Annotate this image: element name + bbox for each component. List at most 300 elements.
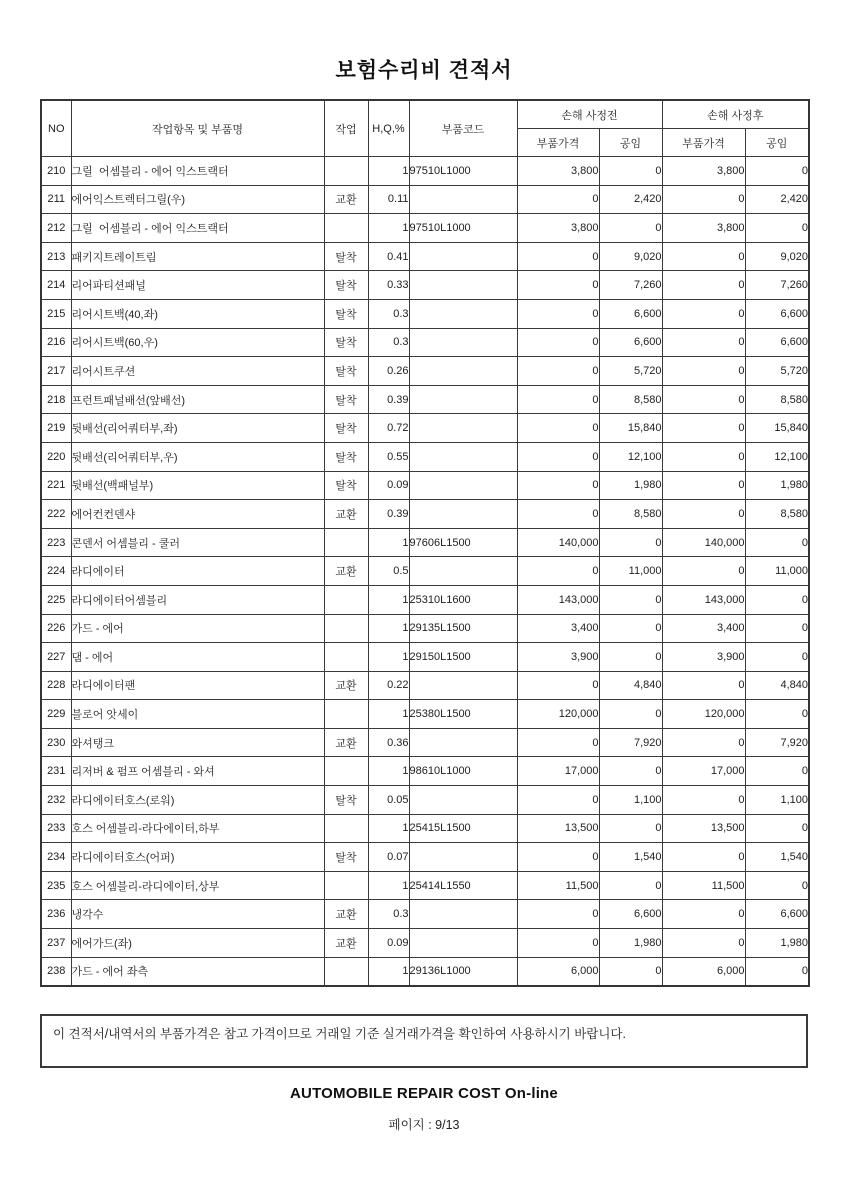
cell-part-code: [409, 328, 517, 357]
cell-item-name: 리어시트백(60,우): [71, 328, 324, 357]
cell-post-part-price: 3,800: [662, 157, 745, 186]
header-post-part-price: 부품가격: [662, 129, 745, 157]
cell-work-type: 교환: [324, 185, 368, 214]
cell-pre-labor: 6,600: [599, 299, 662, 328]
cell-no: 229: [41, 700, 71, 729]
cell-post-part-price: 0: [662, 185, 745, 214]
cell-pre-labor: 0: [599, 871, 662, 900]
cell-pre-part-price: 0: [517, 671, 599, 700]
table-header: [41, 100, 809, 157]
cell-post-part-price: 0: [662, 385, 745, 414]
table-row: [41, 585, 809, 614]
cell-no: 235: [41, 871, 71, 900]
table-row: [41, 728, 809, 757]
cell-part-code: [409, 786, 517, 815]
table-row: [41, 528, 809, 557]
cell-post-part-price: 0: [662, 271, 745, 300]
cell-hq: 1: [368, 643, 409, 672]
table-row: [41, 900, 809, 929]
cell-work-type: 탈착: [324, 414, 368, 443]
cell-post-labor: 4,840: [745, 671, 809, 700]
cell-pre-part-price: 0: [517, 900, 599, 929]
cell-item-name: 라디에이터: [71, 557, 324, 586]
cell-pre-labor: 0: [599, 957, 662, 986]
cell-pre-part-price: 0: [517, 185, 599, 214]
cell-item-name: 뒷배선(백패널부): [71, 471, 324, 500]
cell-no: 231: [41, 757, 71, 786]
cell-post-labor: 0: [745, 871, 809, 900]
notice-text: 이 견적서/내역서의 부품가격은 참고 가격이므로 거래일 기준 실거래가격을 확인하여 사용하시기 바랍니다.: [53, 1027, 626, 1042]
cell-no: 218: [41, 385, 71, 414]
cell-pre-labor: 7,260: [599, 271, 662, 300]
cell-hq: 0.39: [368, 385, 409, 414]
cell-part-code: [409, 385, 517, 414]
table-row: [41, 299, 809, 328]
cell-pre-labor: 15,840: [599, 414, 662, 443]
cell-pre-labor: 8,580: [599, 500, 662, 529]
cell-hq: 1: [368, 871, 409, 900]
cell-hq: 0.72: [368, 414, 409, 443]
cell-part-code: [409, 185, 517, 214]
cell-work-type: 탈착: [324, 843, 368, 872]
cell-pre-part-price: 0: [517, 299, 599, 328]
cell-pre-labor: 0: [599, 700, 662, 729]
cell-part-code: [409, 929, 517, 958]
cell-post-labor: 0: [745, 700, 809, 729]
cell-no: 211: [41, 185, 71, 214]
cell-pre-labor: 0: [599, 157, 662, 186]
cell-part-code: 25310L1600: [409, 585, 517, 614]
table-row: [41, 357, 809, 386]
cell-hq: 0.5: [368, 557, 409, 586]
cell-pre-labor: 8,580: [599, 385, 662, 414]
cell-pre-labor: 1,980: [599, 929, 662, 958]
table-row: [41, 757, 809, 786]
cell-post-part-price: 0: [662, 843, 745, 872]
header-part-code: 부품코드: [409, 100, 517, 157]
cell-no: 236: [41, 900, 71, 929]
cell-hq: 1: [368, 157, 409, 186]
cell-work-type: 탈착: [324, 786, 368, 815]
cell-hq: 1: [368, 214, 409, 243]
cell-part-code: [409, 471, 517, 500]
cell-post-labor: 0: [745, 585, 809, 614]
cell-pre-part-price: 0: [517, 271, 599, 300]
cell-post-labor: 8,580: [745, 385, 809, 414]
cell-hq: 1: [368, 814, 409, 843]
cell-pre-labor: 1,540: [599, 843, 662, 872]
cell-no: 214: [41, 271, 71, 300]
cell-post-part-price: 11,500: [662, 871, 745, 900]
cell-part-code: 25415L1500: [409, 814, 517, 843]
cell-post-labor: 0: [745, 957, 809, 986]
cell-pre-part-price: 3,800: [517, 214, 599, 243]
cell-hq: 0.05: [368, 786, 409, 815]
cell-post-labor: 0: [745, 528, 809, 557]
cell-post-labor: 0: [745, 214, 809, 243]
cell-item-name: 리어시트백(40,좌): [71, 299, 324, 328]
cell-post-labor: 0: [745, 614, 809, 643]
cell-pre-part-price: 0: [517, 786, 599, 815]
cell-pre-part-price: 143,000: [517, 585, 599, 614]
cell-part-code: [409, 271, 517, 300]
cell-item-name: 패키지트레이트림: [71, 242, 324, 271]
cell-part-code: [409, 557, 517, 586]
cell-hq: 0.07: [368, 843, 409, 872]
cell-item-name: 라디에이터어셈블리: [71, 585, 324, 614]
cell-work-type: 탈착: [324, 385, 368, 414]
cell-post-part-price: 120,000: [662, 700, 745, 729]
cell-post-labor: 5,720: [745, 357, 809, 386]
cell-hq: 1: [368, 700, 409, 729]
cell-post-labor: 12,100: [745, 442, 809, 471]
cell-post-part-price: 3,400: [662, 614, 745, 643]
notice-box: [40, 1014, 808, 1068]
table-row: [41, 557, 809, 586]
cell-work-type: 탈착: [324, 471, 368, 500]
cell-hq: 0.55: [368, 442, 409, 471]
table-row: [41, 328, 809, 357]
cell-pre-part-price: 3,400: [517, 614, 599, 643]
cell-post-part-price: 3,900: [662, 643, 745, 672]
cell-work-type: 탈착: [324, 271, 368, 300]
table-row: [41, 185, 809, 214]
header-post-labor: 공임: [745, 129, 809, 157]
cell-item-name: 라디에이터호스(어퍼): [71, 843, 324, 872]
table-row: [41, 843, 809, 872]
cell-hq: 0.33: [368, 271, 409, 300]
cell-no: 213: [41, 242, 71, 271]
cell-item-name: 블로어 앗세이: [71, 700, 324, 729]
cell-pre-part-price: 120,000: [517, 700, 599, 729]
table-row: [41, 385, 809, 414]
table-row: [41, 814, 809, 843]
cell-item-name: 리저버 & 펌프 어셈블리 - 와셔: [71, 757, 324, 786]
cell-pre-labor: 7,920: [599, 728, 662, 757]
cell-post-labor: 6,600: [745, 299, 809, 328]
cell-item-name: 리어파티션패널: [71, 271, 324, 300]
cell-pre-part-price: 0: [517, 442, 599, 471]
cell-part-code: [409, 900, 517, 929]
cell-work-type: [324, 871, 368, 900]
cell-part-code: 97606L1500: [409, 528, 517, 557]
cell-work-type: [324, 700, 368, 729]
cell-part-code: [409, 728, 517, 757]
cell-pre-part-price: 0: [517, 728, 599, 757]
table-row: [41, 500, 809, 529]
cell-post-labor: 0: [745, 157, 809, 186]
cell-hq: 1: [368, 585, 409, 614]
cell-pre-part-price: 0: [517, 843, 599, 872]
cell-hq: 0.09: [368, 929, 409, 958]
cell-work-type: 교환: [324, 728, 368, 757]
cell-work-type: 교환: [324, 929, 368, 958]
cell-pre-part-price: 140,000: [517, 528, 599, 557]
cell-item-name: 가드 - 에어: [71, 614, 324, 643]
header-pre-assessment-group: 손해 사정전: [517, 100, 662, 129]
cell-post-part-price: 0: [662, 328, 745, 357]
cell-post-labor: 11,000: [745, 557, 809, 586]
cell-item-name: 호스 어셈블리-라디에이터,상부: [71, 871, 324, 900]
cell-hq: 0.3: [368, 299, 409, 328]
table-row: [41, 214, 809, 243]
cell-hq: 0.39: [368, 500, 409, 529]
cell-work-type: [324, 643, 368, 672]
cell-no: 224: [41, 557, 71, 586]
table-row: [41, 929, 809, 958]
cell-post-labor: 0: [745, 757, 809, 786]
cell-post-labor: 0: [745, 643, 809, 672]
cell-item-name: 뒷배선(리어쿼터부,우): [71, 442, 324, 471]
cell-pre-labor: 9,020: [599, 242, 662, 271]
cell-pre-part-price: 0: [517, 385, 599, 414]
cell-work-type: 탈착: [324, 299, 368, 328]
cell-pre-part-price: 17,000: [517, 757, 599, 786]
repair-estimate-table: [40, 99, 810, 987]
cell-post-labor: 7,920: [745, 728, 809, 757]
cell-part-code: 29150L1500: [409, 643, 517, 672]
cell-post-part-price: 140,000: [662, 528, 745, 557]
cell-post-part-price: 0: [662, 414, 745, 443]
cell-item-name: 라디에이터호스(로워): [71, 786, 324, 815]
cell-hq: 0.09: [368, 471, 409, 500]
cell-part-code: 25380L1500: [409, 700, 517, 729]
cell-no: 212: [41, 214, 71, 243]
table-row: [41, 157, 809, 186]
cell-no: 233: [41, 814, 71, 843]
cell-no: 221: [41, 471, 71, 500]
page-title: 보험수리비 견적서: [335, 59, 513, 82]
cell-post-part-price: 0: [662, 299, 745, 328]
cell-post-part-price: 0: [662, 442, 745, 471]
cell-post-part-price: 0: [662, 728, 745, 757]
cell-no: 215: [41, 299, 71, 328]
header-hq: H,Q,%: [368, 100, 409, 157]
cell-post-part-price: 143,000: [662, 585, 745, 614]
cell-hq: 0.3: [368, 900, 409, 929]
cell-item-name: 라디에이터팬: [71, 671, 324, 700]
cell-work-type: [324, 585, 368, 614]
cell-no: 234: [41, 843, 71, 872]
cell-pre-labor: 0: [599, 814, 662, 843]
header-no: NO: [41, 100, 71, 157]
cell-pre-labor: 2,420: [599, 185, 662, 214]
cell-no: 232: [41, 786, 71, 815]
cell-pre-labor: 6,600: [599, 328, 662, 357]
cell-part-code: [409, 671, 517, 700]
cell-part-code: 97510L1000: [409, 157, 517, 186]
cell-pre-labor: 0: [599, 528, 662, 557]
cell-no: 237: [41, 929, 71, 958]
table-row: [41, 471, 809, 500]
table-row: [41, 700, 809, 729]
cell-work-type: 탈착: [324, 328, 368, 357]
cell-pre-part-price: 0: [517, 929, 599, 958]
cell-part-code: [409, 357, 517, 386]
table-row: [41, 786, 809, 815]
cell-pre-labor: 1,980: [599, 471, 662, 500]
cell-work-type: [324, 214, 368, 243]
cell-part-code: 29135L1500: [409, 614, 517, 643]
cell-pre-part-price: 13,500: [517, 814, 599, 843]
header-pre-labor: 공임: [599, 129, 662, 157]
cell-work-type: [324, 157, 368, 186]
cell-post-labor: 2,420: [745, 185, 809, 214]
cell-work-type: 교환: [324, 900, 368, 929]
cell-hq: 1: [368, 957, 409, 986]
cell-item-name: 와셔탱크: [71, 728, 324, 757]
cell-hq: 1: [368, 757, 409, 786]
table-row: [41, 957, 809, 986]
cell-pre-part-price: 0: [517, 557, 599, 586]
cell-hq: 1: [368, 528, 409, 557]
cell-no: 227: [41, 643, 71, 672]
cell-hq: 0.11: [368, 185, 409, 214]
cell-post-labor: 1,100: [745, 786, 809, 815]
cell-work-type: 교환: [324, 500, 368, 529]
table-row: [41, 271, 809, 300]
cell-part-code: [409, 242, 517, 271]
cell-work-type: 탈착: [324, 442, 368, 471]
cell-item-name: 콘덴서 어셈블리 - 쿨러: [71, 528, 324, 557]
cell-post-part-price: 17,000: [662, 757, 745, 786]
cell-no: 238: [41, 957, 71, 986]
cell-post-labor: 15,840: [745, 414, 809, 443]
cell-pre-part-price: 3,800: [517, 157, 599, 186]
cell-post-part-price: 0: [662, 929, 745, 958]
cell-item-name: 리어시트쿠션: [71, 357, 324, 386]
cell-hq: 1: [368, 614, 409, 643]
table-row: [41, 614, 809, 643]
cell-work-type: [324, 957, 368, 986]
cell-post-labor: 7,260: [745, 271, 809, 300]
cell-post-labor: 9,020: [745, 242, 809, 271]
cell-post-labor: 1,540: [745, 843, 809, 872]
header-work-type: 작업: [324, 100, 368, 157]
header-pre-part-price: 부품가격: [517, 129, 599, 157]
cell-no: 225: [41, 585, 71, 614]
cell-part-code: 29136L1000: [409, 957, 517, 986]
cell-post-part-price: 0: [662, 357, 745, 386]
table-row: [41, 871, 809, 900]
cell-pre-labor: 6,600: [599, 900, 662, 929]
cell-item-name: 뒷배선(리어쿼터부,좌): [71, 414, 324, 443]
cell-part-code: [409, 500, 517, 529]
header-post-assessment-group: 손해 사정후: [662, 100, 809, 129]
cell-pre-part-price: 11,500: [517, 871, 599, 900]
cell-work-type: [324, 757, 368, 786]
cell-post-part-price: 6,000: [662, 957, 745, 986]
cell-post-labor: 1,980: [745, 471, 809, 500]
cell-no: 228: [41, 671, 71, 700]
cell-post-part-price: 0: [662, 242, 745, 271]
cell-item-name: 에어익스트렉터그릴(우): [71, 185, 324, 214]
cell-no: 216: [41, 328, 71, 357]
cell-item-name: 냉각수: [71, 900, 324, 929]
cell-pre-labor: 1,100: [599, 786, 662, 815]
cell-part-code: [409, 414, 517, 443]
cell-no: 217: [41, 357, 71, 386]
cell-pre-labor: 12,100: [599, 442, 662, 471]
cell-no: 220: [41, 442, 71, 471]
cell-post-part-price: 0: [662, 900, 745, 929]
cell-no: 210: [41, 157, 71, 186]
cell-work-type: [324, 814, 368, 843]
cell-work-type: 탈착: [324, 357, 368, 386]
cell-post-part-price: 0: [662, 671, 745, 700]
cell-pre-labor: 0: [599, 643, 662, 672]
cell-item-name: 에어가드(좌): [71, 929, 324, 958]
table-row: [41, 442, 809, 471]
cell-post-labor: 8,580: [745, 500, 809, 529]
cell-pre-labor: 0: [599, 214, 662, 243]
cell-pre-part-price: 0: [517, 500, 599, 529]
cell-pre-part-price: 6,000: [517, 957, 599, 986]
cell-item-name: 그릴 어셈블리 - 에어 익스트랙터: [71, 214, 324, 243]
cell-no: 230: [41, 728, 71, 757]
cell-no: 219: [41, 414, 71, 443]
table-row: [41, 671, 809, 700]
cell-pre-labor: 5,720: [599, 357, 662, 386]
page-number: 페이지 : 9/13: [388, 1118, 460, 1133]
cell-hq: 0.22: [368, 671, 409, 700]
table-row: [41, 414, 809, 443]
cell-post-labor: 6,600: [745, 328, 809, 357]
cell-item-name: 에어컨컨덴샤: [71, 500, 324, 529]
cell-pre-labor: 11,000: [599, 557, 662, 586]
table-row: [41, 643, 809, 672]
cell-pre-labor: 0: [599, 585, 662, 614]
cell-pre-part-price: 0: [517, 471, 599, 500]
cell-post-part-price: 3,800: [662, 214, 745, 243]
cell-pre-part-price: 0: [517, 414, 599, 443]
cell-item-name: 프런트패널배선(앞배선): [71, 385, 324, 414]
cell-pre-part-price: 3,900: [517, 643, 599, 672]
cell-no: 226: [41, 614, 71, 643]
cell-hq: 0.3: [368, 328, 409, 357]
cell-hq: 0.36: [368, 728, 409, 757]
cell-part-code: [409, 442, 517, 471]
cell-hq: 0.41: [368, 242, 409, 271]
table-body: [41, 157, 809, 987]
cell-hq: 0.26: [368, 357, 409, 386]
cell-post-part-price: 13,500: [662, 814, 745, 843]
cell-post-part-price: 0: [662, 471, 745, 500]
table-row: [41, 242, 809, 271]
cell-pre-part-price: 0: [517, 357, 599, 386]
cell-item-name: 가드 - 에어 좌측: [71, 957, 324, 986]
cell-post-labor: 0: [745, 814, 809, 843]
cell-pre-labor: 4,840: [599, 671, 662, 700]
cell-pre-part-price: 0: [517, 328, 599, 357]
cell-no: 222: [41, 500, 71, 529]
cell-work-type: 교환: [324, 671, 368, 700]
cell-pre-labor: 0: [599, 757, 662, 786]
cell-pre-labor: 0: [599, 614, 662, 643]
cell-pre-part-price: 0: [517, 242, 599, 271]
cell-post-labor: 1,980: [745, 929, 809, 958]
cell-work-type: 교환: [324, 557, 368, 586]
header-item-name: 작업항목 및 부품명: [71, 100, 324, 157]
cell-no: 223: [41, 528, 71, 557]
cell-part-code: 97510L1000: [409, 214, 517, 243]
cell-part-code: 98610L1000: [409, 757, 517, 786]
cell-work-type: 탈착: [324, 242, 368, 271]
cell-post-part-price: 0: [662, 557, 745, 586]
cell-post-part-price: 0: [662, 500, 745, 529]
cell-work-type: [324, 614, 368, 643]
cell-part-code: [409, 843, 517, 872]
